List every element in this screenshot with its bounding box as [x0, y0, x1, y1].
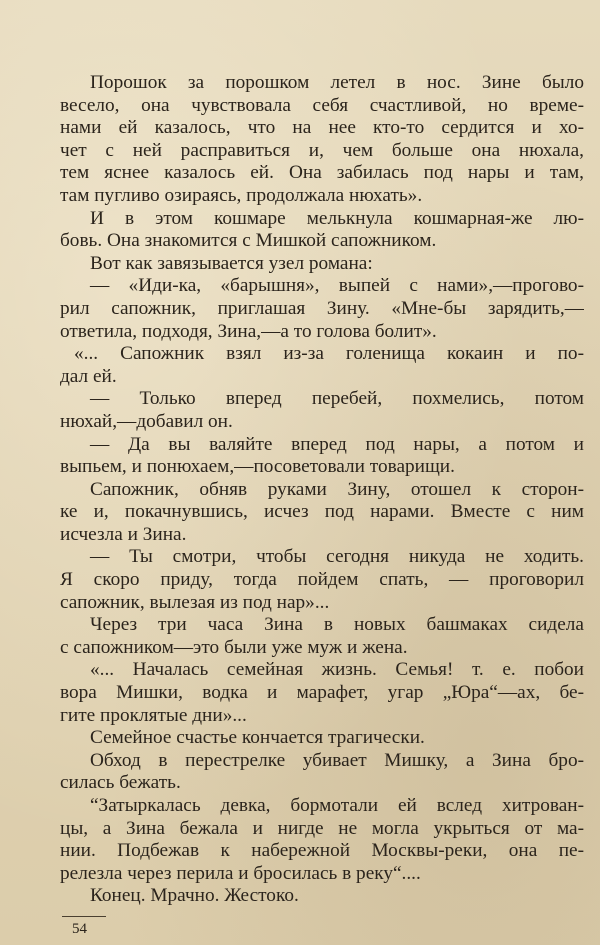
text-line: весело, она чувствовала себя счастливой, но време-	[60, 94, 584, 116]
text-line: ке и, покачнувшись, исчез под нарами. Вместе с ним	[60, 501, 584, 523]
text-line: бовь. Она знакомится с Мишкой сапожником.	[60, 230, 437, 252]
text-line: нюхай,—добавил он.	[60, 410, 233, 432]
footer-rule	[62, 916, 106, 917]
text-line: там пугливо озираясь, продолжала нюхать».	[60, 184, 423, 206]
text-line: ответила, подходя, Зина,—а то голова болит».	[60, 320, 437, 342]
text-line: Семейное счастье кончается трагически.	[90, 727, 425, 749]
text-line: выпьем, и понюхаем,—посоветовали товарищи.	[60, 456, 455, 478]
text-line: релезла через перила и бросилась в реку“....	[60, 862, 421, 884]
text-line: силась бежать.	[60, 772, 181, 794]
text-line: рил сапожник, приглашая Зину. «Мне-бы зарядить,—	[60, 297, 584, 319]
text-line: с сапожником—это были уже муж и жена.	[60, 636, 408, 658]
text-line: — Ты смотри, чтобы сегодня никуда не ходить.	[90, 546, 584, 568]
text-line: дал ей.	[60, 365, 117, 387]
text-line: тем яснее казалось ей. Она забилась под нары и там,	[60, 162, 584, 184]
text-line: “Затыркалась девка, бормотали ей вслед хитрован-	[90, 795, 584, 816]
text-line: — Только вперед перебей, похмелись, потом	[90, 388, 584, 410]
text-line: Порошок за порошком летел в нос. Зине было	[90, 72, 584, 93]
text-line: Вот как завязывается узел романа:	[90, 252, 373, 274]
text-line: исчезла и Зина.	[60, 523, 187, 545]
text-line: нии. Подбежав к набережной Москвы-реки, она пе-	[60, 840, 584, 862]
text-line: сапожник, вылезая из под нар»...	[60, 591, 330, 613]
text-line: нами ей казалось, что на нее кто-то сердится и хо-	[60, 117, 584, 139]
text-line: гите проклятые дни»...	[60, 704, 247, 726]
text-line: вора Мишки, водка и марафет, угар „Юра“—ах, бе-	[60, 682, 584, 704]
text-line: «... Началась семейная жизнь. Семья! т. е. побои	[90, 659, 584, 681]
text-line: Сапожник, обняв руками Зину, отошел к сторон-	[90, 478, 584, 500]
text-line: — «Иди-ка, «барышня», выпей с нами»,—прогово-	[90, 275, 584, 297]
text-line: — Да вы валяйте вперед под нары, а потом и	[90, 433, 584, 455]
text-line: Конец. Мрачно. Жестоко.	[90, 885, 299, 907]
text-line: И в этом кошмаре мелькнула кошмарная-же лю-	[90, 207, 584, 229]
text-line: Я скоро приду, тогда пойдем спать, — проговорил	[60, 569, 584, 591]
body-text	[60, 72, 584, 908]
text-line: чет с ней расправиться и, чем больше она нюхала,	[60, 139, 584, 161]
text-line: цы, а Зина бежала и нигде не могла укрыться от ма-	[60, 817, 584, 839]
text-line: Обход в перестрелке убивает Мишку, а Зина бро-	[90, 749, 584, 771]
text-line: Через три часа Зина в новых башмаках сидела	[90, 614, 584, 636]
page-number: 54	[72, 921, 87, 937]
text-line: «... Сапожник взял из-за голенища кокаин и по-	[74, 343, 584, 365]
